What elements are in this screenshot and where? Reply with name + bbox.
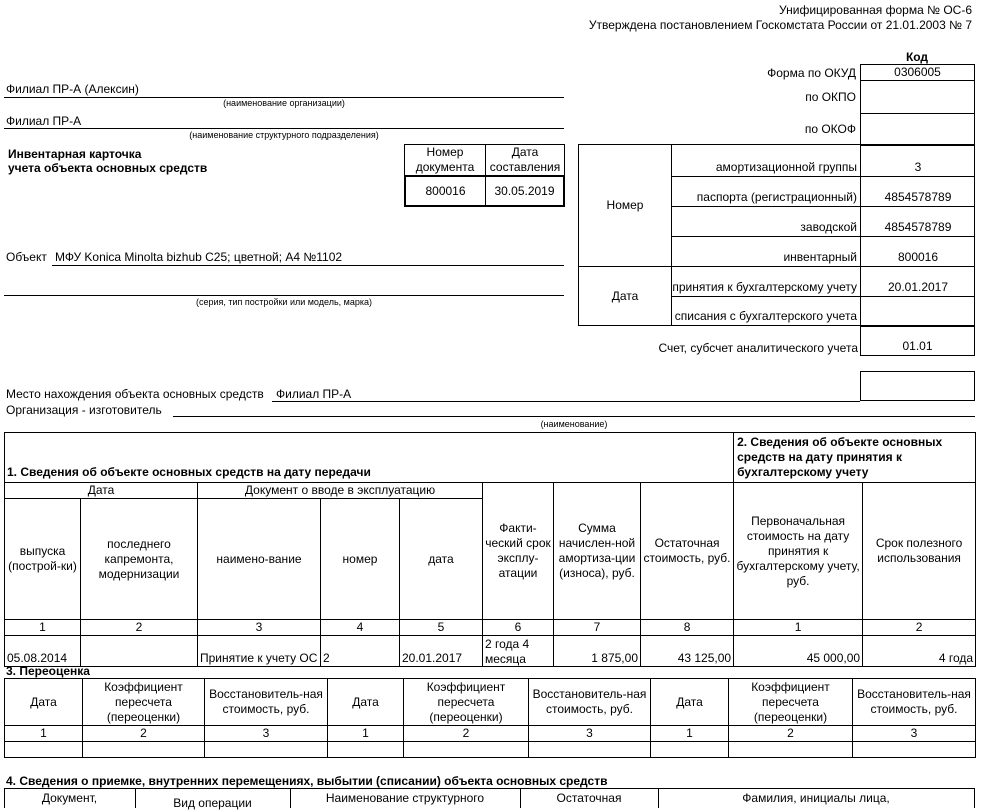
inventory-value: 800016 bbox=[897, 250, 939, 264]
okpo-value bbox=[860, 81, 975, 113]
account-value: 01.01 bbox=[902, 339, 933, 353]
col-amort-sum: Сумма начислен-ной амортиза-ции (износа), руб. bbox=[554, 483, 641, 620]
section3-title: 3. Переоценка bbox=[6, 664, 90, 678]
col-reval-date: Дата bbox=[328, 679, 404, 726]
col-num: 3 bbox=[853, 726, 976, 742]
okud-value: 0306005 bbox=[894, 64, 941, 79]
accept-date-value: 20.01.2017 bbox=[887, 280, 949, 294]
col-reval-restore: Восстановитель-ная стоимость, руб. bbox=[205, 679, 328, 726]
reval-cell bbox=[205, 742, 328, 758]
col-num: 4 bbox=[321, 620, 400, 636]
doc-number-header: Номер документа bbox=[415, 145, 475, 174]
manufacturer-label: Организация - изготовитель bbox=[6, 403, 162, 417]
col-reval-date: Дата bbox=[651, 679, 729, 726]
col-residual: Остаточная стоимость, руб. bbox=[641, 483, 734, 620]
okof-label: по ОКОФ bbox=[804, 122, 856, 136]
overhaul-date bbox=[81, 636, 198, 667]
residual-value: 43 125,00 bbox=[641, 636, 734, 667]
col-num: 2 bbox=[81, 620, 198, 636]
col-num: 5 bbox=[400, 620, 483, 636]
actual-term-value: 2 года 4 месяца bbox=[483, 636, 554, 667]
org-unit: Филиал ПР-А bbox=[6, 114, 82, 128]
location-code-box bbox=[860, 371, 975, 401]
col-reval-coef: Коэффициент пересчета (переоценки) bbox=[404, 679, 529, 726]
card-title-line2: учета объекта основных средств bbox=[8, 161, 208, 175]
amort-sum-value: 1 875,00 bbox=[554, 636, 641, 667]
doc-name-value: Принятие к учету ОС bbox=[198, 636, 321, 667]
col-num: 2 bbox=[83, 726, 205, 742]
manufacturer-caption: (наименование) bbox=[540, 419, 608, 429]
section2-title: 2. Сведения об объекте основных средств на дату принятия к бухгалтерскому учету bbox=[734, 433, 976, 483]
writeoff-date-label: списания с бухгалтерского учета bbox=[674, 309, 857, 323]
col-num: 3 bbox=[198, 620, 321, 636]
col-release: выпуска (построй-ки) bbox=[5, 499, 81, 620]
col-num: 1 bbox=[5, 726, 83, 742]
org-name-caption: (наименование организации) bbox=[223, 98, 345, 108]
okpo-label: по ОКПО bbox=[805, 90, 856, 104]
form-name: Унифицированная форма № ОС-6 bbox=[779, 3, 972, 17]
object-value: МФУ Konica Minolta bizhub C25; цветной; А4 №1102 bbox=[55, 250, 343, 264]
col-reval-restore: Восстановитель-ная стоимость, руб. bbox=[853, 679, 976, 726]
reval-cell bbox=[5, 742, 83, 758]
col-person: Фамилия, инициалы лица, bbox=[742, 791, 890, 805]
passport-value: 4854578789 bbox=[884, 190, 952, 204]
col-num: 1 bbox=[5, 620, 81, 636]
col-useful-life: Срок полезного использования bbox=[863, 483, 976, 620]
col-reval-coef: Коэффициент пересчета (переоценки) bbox=[729, 679, 853, 726]
col-reval-coef: Коэффициент пересчета (переоценки) bbox=[83, 679, 205, 726]
col-num: 1 bbox=[734, 620, 863, 636]
col-overhaul: последнего капремонта, модернизации bbox=[81, 499, 198, 620]
col-num: 3 bbox=[205, 726, 328, 742]
object-caption: (серия, тип постройки или модель, марка) bbox=[196, 297, 372, 307]
doc-number-value: 2 bbox=[321, 636, 400, 667]
col-num: 3 bbox=[529, 726, 651, 742]
org-unit-caption: (наименование структурного подразделения) bbox=[189, 130, 379, 140]
passport-label: паспорта (регистрационный) bbox=[696, 190, 857, 204]
col-num: 6 bbox=[483, 620, 554, 636]
release-date: 05.08.2014 bbox=[5, 636, 81, 667]
col-num: 2 bbox=[729, 726, 853, 742]
okof-value bbox=[860, 114, 975, 145]
col-unit: Наименование структурного bbox=[325, 791, 485, 805]
object-label: Объект bbox=[6, 250, 47, 264]
accept-date-label: принятия к бухгалтерскому учету bbox=[672, 280, 857, 294]
reval-cell bbox=[729, 742, 853, 758]
reval-cell bbox=[83, 742, 205, 758]
doc-group-header: Документ о вводе в эксплуатацию bbox=[198, 483, 483, 499]
col-doc-name: наимено-вание bbox=[198, 499, 321, 620]
col-doc-number: номер bbox=[321, 499, 400, 620]
section4-title: 4. Сведения о приемке, внутренних перемещениях, выбытии (списании) объекта основных средств bbox=[6, 774, 608, 788]
okud-label: Форма по ОКУД bbox=[767, 66, 856, 80]
section3-table bbox=[4, 678, 976, 758]
sections-1-2-table bbox=[4, 432, 976, 667]
col-num: 8 bbox=[641, 620, 734, 636]
col-operation: Вид операции bbox=[173, 796, 252, 810]
doc-date-value: 20.01.2017 bbox=[400, 636, 483, 667]
factory-value: 4854578789 bbox=[884, 220, 952, 234]
col-doc-date: дата bbox=[400, 499, 483, 620]
useful-life-value: 4 года bbox=[863, 636, 976, 667]
codes-header: Код bbox=[905, 50, 929, 64]
approval-text: Утверждена постановлением Госкомстата России от 21.01.2003 № 7 bbox=[588, 18, 972, 32]
date-group-label: Дата bbox=[611, 288, 639, 303]
location-label: Место нахождения объекта основных средств bbox=[6, 387, 264, 401]
writeoff-date-value bbox=[861, 297, 975, 325]
date-group-header: Дата bbox=[5, 483, 198, 499]
doc-date-header: Дата составления bbox=[489, 145, 561, 174]
org-name: Филиал ПР-А (Алексин) bbox=[6, 82, 139, 96]
reval-cell bbox=[328, 742, 404, 758]
doc-number: 800016 bbox=[425, 183, 466, 198]
location-value: Филиал ПР-А bbox=[276, 387, 352, 401]
col-num: 1 bbox=[328, 726, 404, 742]
col-residual-4: Остаточная bbox=[556, 791, 622, 805]
inventory-label: инвентарный bbox=[783, 250, 857, 264]
col-num: 2 bbox=[404, 726, 529, 742]
col-num: 2 bbox=[863, 620, 976, 636]
factory-label: заводской bbox=[800, 220, 857, 234]
reval-cell bbox=[853, 742, 976, 758]
col-actual-term: Факти-ческий срок эксплу-атации bbox=[483, 483, 554, 620]
reval-cell bbox=[529, 742, 651, 758]
col-num: 7 bbox=[554, 620, 641, 636]
col-document: Документ, bbox=[41, 791, 98, 805]
card-title-line1: Инвентарная карточка bbox=[8, 147, 142, 161]
amort-group-label: амортизационной группы bbox=[715, 160, 857, 174]
number-group-label: Номер bbox=[606, 198, 644, 212]
col-initial-cost: Первоначальная стоимость на дату принятия к бухгалтерскому учету, руб. bbox=[734, 483, 863, 620]
amort-group-value: 3 bbox=[914, 160, 922, 174]
account-label: Счет, субсчет аналитического учета bbox=[658, 341, 858, 355]
reval-cell bbox=[404, 742, 529, 758]
col-reval-restore: Восстановитель-ная стоимость, руб. bbox=[529, 679, 651, 726]
doc-date: 30.05.2019 bbox=[494, 183, 555, 198]
col-reval-date: Дата bbox=[5, 679, 83, 726]
section1-title: 1. Сведения об объекте основных средств на дату передачи bbox=[5, 433, 734, 483]
initial-cost-value: 45 000,00 bbox=[734, 636, 863, 667]
col-num: 1 bbox=[651, 726, 729, 742]
reval-cell bbox=[651, 742, 729, 758]
